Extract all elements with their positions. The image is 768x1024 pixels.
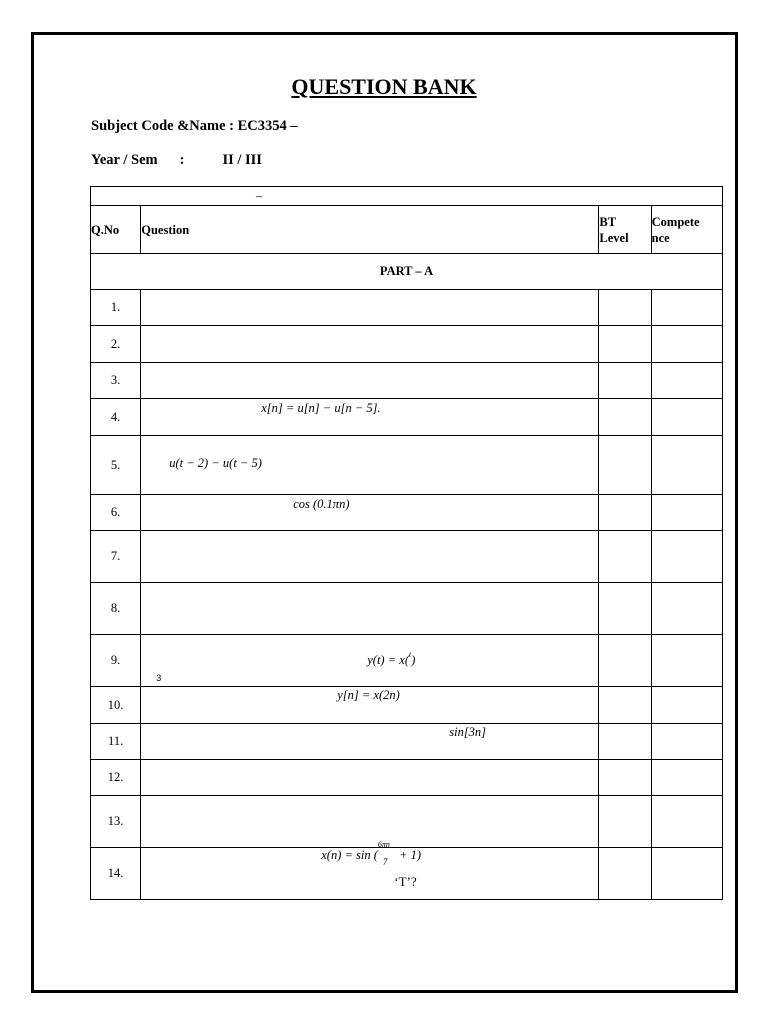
bt-level-cell: [599, 399, 651, 436]
header-bt-level: [599, 206, 651, 254]
question-text-line2: ‘T’?: [394, 874, 417, 889]
question-fraction: [377, 840, 396, 867]
competence-cell: [651, 724, 722, 760]
question-text-cell: [141, 724, 599, 760]
competence-cell: [651, 326, 722, 363]
subject-line: [91, 118, 298, 135]
question-number: 6.: [91, 495, 141, 531]
question-text-cell: [141, 495, 599, 531]
question-number: 8.: [91, 583, 141, 635]
question-number: 7.: [91, 531, 141, 583]
bt-level-cell: [599, 848, 651, 900]
question-text-cell: [141, 635, 599, 687]
question-text-cell: [141, 840, 599, 900]
year-sem-line: [91, 152, 262, 169]
table-row: [91, 687, 723, 724]
competence-cell: [651, 436, 722, 495]
question-text: [141, 326, 599, 363]
table-row: [91, 848, 723, 900]
question-number: 1.: [91, 290, 141, 326]
bt-level-cell: [599, 531, 651, 583]
competence-cell: [651, 363, 722, 399]
header-comp-line2: nce: [651, 230, 670, 245]
competence-cell: [651, 848, 722, 900]
question-text-end: + 1): [395, 848, 422, 862]
bt-level-cell: [599, 635, 651, 687]
question-text-main: x(n) = sin (: [321, 848, 378, 862]
question-text-cell: [141, 436, 599, 495]
question-text: [141, 583, 599, 635]
question-text-end: ): [411, 653, 416, 667]
question-number: 12.: [91, 760, 141, 796]
question-text: y[n] = x(2n): [337, 688, 400, 702]
table-row: [91, 724, 723, 760]
question-text: u(t − 2) − u(t − 5): [169, 456, 262, 470]
year-value: II / III: [222, 152, 262, 168]
bt-level-cell: [599, 436, 651, 495]
subject-label: Subject Code &Name : EC3354 –: [91, 118, 298, 134]
header-comp-line1: Compete: [651, 214, 700, 229]
table-row: [91, 495, 723, 531]
document-title: QUESTION BANK: [291, 74, 477, 99]
table-row: [91, 796, 723, 848]
year-label: Year / Sem: [91, 152, 158, 168]
question-note: 3: [156, 673, 162, 683]
fraction-numerator: 6πn: [377, 840, 390, 849]
competence-cell: [651, 399, 722, 436]
bt-level-cell: [599, 363, 651, 399]
bt-level-cell: [599, 687, 651, 724]
question-number: 14.: [91, 848, 141, 900]
bt-level-cell: [599, 290, 651, 326]
table-row: [91, 363, 723, 399]
question-number: 9.: [91, 635, 141, 687]
top-dash: –: [256, 188, 263, 203]
bt-level-cell: [599, 796, 651, 848]
bt-level-cell: [599, 495, 651, 531]
question-text: [321, 840, 422, 867]
question-text: [367, 650, 416, 668]
question-text: [141, 531, 599, 583]
question-text-cell: [141, 687, 599, 724]
question-text: [141, 796, 599, 848]
table-row: [91, 635, 723, 687]
part-a-heading: PART – A: [91, 254, 723, 290]
header-qno: Q.No: [91, 206, 141, 254]
table-row: [91, 760, 723, 796]
question-number: 5.: [91, 436, 141, 495]
question-number: 10.: [91, 687, 141, 724]
table-row: [91, 399, 723, 436]
fraction-denominator: 7: [382, 857, 388, 867]
competence-cell: [651, 760, 722, 796]
table-row: [91, 531, 723, 583]
competence-cell: [651, 635, 722, 687]
question-text: x[n] = u[n] − u[n − 5].: [261, 401, 381, 415]
question-text: cos (0.1πn): [293, 497, 350, 511]
question-text: [141, 363, 599, 399]
question-number: 4.: [91, 399, 141, 436]
competence-cell: [651, 796, 722, 848]
question-number: 13.: [91, 796, 141, 848]
table-row: [91, 583, 723, 635]
year-colon: :: [179, 152, 185, 168]
table-row: [91, 326, 723, 363]
question-number: 2.: [91, 326, 141, 363]
question-table: [90, 186, 723, 900]
table-row: [91, 436, 723, 495]
competence-cell: [651, 495, 722, 531]
header-competence: [651, 206, 722, 254]
question-text: [141, 290, 599, 326]
table-row: [91, 290, 723, 326]
question-text: [141, 760, 599, 796]
question-text-cell: [141, 399, 599, 436]
question-number: 3.: [91, 363, 141, 399]
question-superscript: t: [408, 650, 412, 659]
competence-cell: [651, 583, 722, 635]
question-number: 11.: [91, 724, 141, 760]
table-header-row: [91, 206, 723, 254]
table-top-row: [91, 187, 723, 206]
competence-cell: [651, 531, 722, 583]
header-bt-line1: BT: [599, 214, 617, 229]
competence-cell: [651, 687, 722, 724]
part-a-row: [91, 254, 723, 290]
question-text-main: y(t) = x(: [367, 653, 409, 667]
bt-level-cell: [599, 760, 651, 796]
header-bt-line2: Level: [599, 230, 629, 245]
header-question: Question: [141, 206, 599, 254]
bt-level-cell: [599, 583, 651, 635]
question-text: sin[3n]: [449, 725, 487, 739]
bt-level-cell: [599, 326, 651, 363]
bt-level-cell: [599, 724, 651, 760]
competence-cell: [651, 290, 722, 326]
